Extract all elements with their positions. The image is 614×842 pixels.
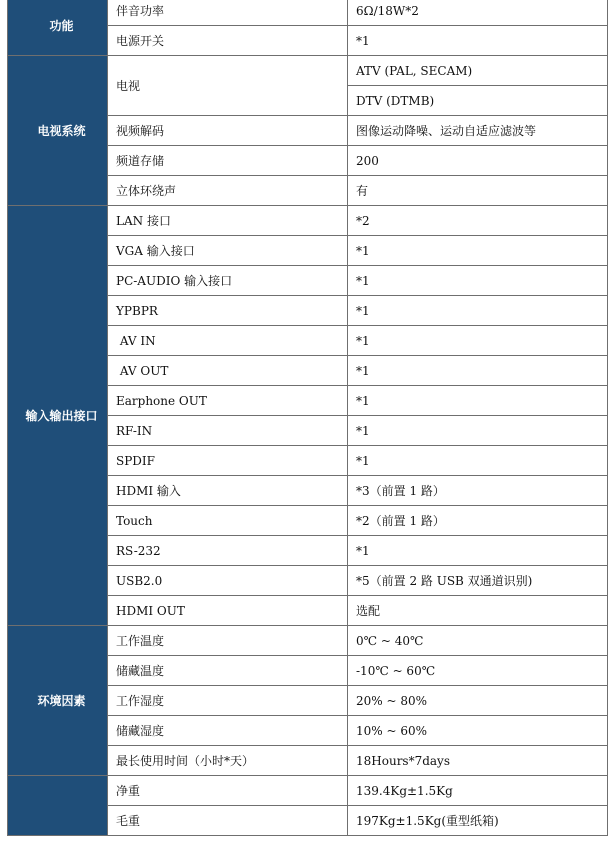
spec-label: RF-IN (108, 416, 348, 446)
spec-value: 197Kg±1.5Kg(重型纸箱) (348, 806, 608, 836)
spec-label: HDMI OUT (108, 596, 348, 626)
spec-value: 6Ω/18W*2 (348, 0, 608, 26)
spec-label: PC-AUDIO 输入接口 (108, 266, 348, 296)
table-row (8, 206, 608, 236)
spec-value: *1 (348, 536, 608, 566)
spec-label: 频道存储 (108, 146, 348, 176)
spec-label: 净重 (108, 776, 348, 806)
spec-value: 有 (348, 176, 608, 206)
spec-label: YPBPR (108, 296, 348, 326)
spec-table (7, 0, 608, 836)
spec-label: 立体环绕声 (108, 176, 348, 206)
spec-value: 选配 (348, 596, 608, 626)
table-row (8, 0, 608, 26)
spec-label: 视频解码 (108, 116, 348, 146)
spec-value: -10℃ ~ 60℃ (348, 656, 608, 686)
spec-value: *1 (348, 356, 608, 386)
spec-value: *3（前置 1 路） (348, 476, 608, 506)
spec-value: 0℃ ~ 40℃ (348, 626, 608, 656)
spec-label: USB2.0 (108, 566, 348, 596)
spec-value: 20% ~ 80% (348, 686, 608, 716)
category-cell: 输入输出接口 (8, 206, 108, 626)
table-row (8, 626, 608, 656)
spec-label: 伴音功率 (108, 0, 348, 26)
spec-label: VGA 输入接口 (108, 236, 348, 266)
spec-label: Touch (108, 506, 348, 536)
spec-value: *1 (348, 416, 608, 446)
spec-value: *1 (348, 266, 608, 296)
spec-label: 工作湿度 (108, 686, 348, 716)
category-cell: 功能 (8, 0, 108, 56)
spec-label: 电源开关 (108, 26, 348, 56)
spec-value: 10% ~ 60% (348, 716, 608, 746)
spec-value: *2 (348, 206, 608, 236)
spec-value: 200 (348, 146, 608, 176)
spec-value: *2（前置 1 路） (348, 506, 608, 536)
spec-value: 139.4Kg±1.5Kg (348, 776, 608, 806)
spec-label: AV OUT (108, 356, 348, 386)
spec-value: *5（前置 2 路 USB 双通道识别) (348, 566, 608, 596)
spec-value: *1 (348, 236, 608, 266)
category-cell: 电视系统 (8, 56, 108, 206)
spec-label: HDMI 输入 (108, 476, 348, 506)
spec-value: *1 (348, 296, 608, 326)
spec-label: 最长使用时间（小时*天） (108, 746, 348, 776)
spec-label: Earphone OUT (108, 386, 348, 416)
spec-label: SPDIF (108, 446, 348, 476)
category-cell (8, 776, 108, 836)
spec-label: 储藏温度 (108, 656, 348, 686)
spec-value: 图像运动降噪、运动自适应滤波等 (348, 116, 608, 146)
spec-label: LAN 接口 (108, 206, 348, 236)
spec-value: DTV (DTMB) (348, 86, 608, 116)
spec-value: *1 (348, 326, 608, 356)
spec-label: RS-232 (108, 536, 348, 566)
spec-label: 毛重 (108, 806, 348, 836)
table-row (8, 776, 608, 806)
spec-label: 电视 (108, 56, 348, 116)
spec-value: *1 (348, 26, 608, 56)
spec-label: AV IN (108, 326, 348, 356)
spec-value: ATV (PAL, SECAM) (348, 56, 608, 86)
spec-table-body (8, 0, 608, 836)
table-row (8, 56, 608, 86)
spec-value: *1 (348, 446, 608, 476)
category-cell: 环境因素 (8, 626, 108, 776)
spec-value: 18Hours*7days (348, 746, 608, 776)
spec-value: *1 (348, 386, 608, 416)
spec-label: 工作温度 (108, 626, 348, 656)
spec-label: 储藏湿度 (108, 716, 348, 746)
